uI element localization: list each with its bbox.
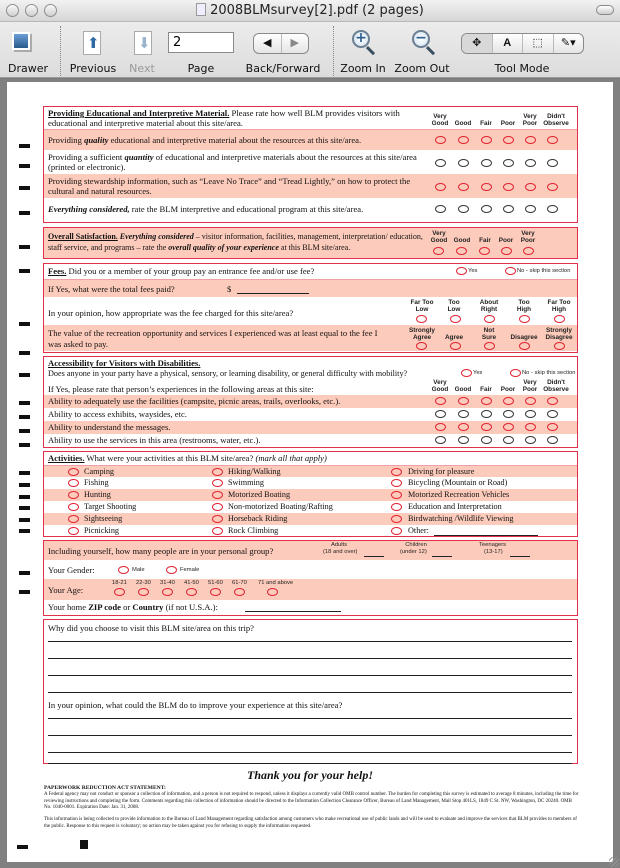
radio-fair[interactable]	[479, 247, 490, 255]
radio-didnt-observe[interactable]	[547, 136, 558, 144]
registration-mark	[19, 373, 30, 377]
radio-very-good[interactable]	[435, 410, 446, 418]
page-number-input[interactable]: 2	[168, 32, 234, 53]
checkbox-target-shooting[interactable]	[68, 503, 79, 511]
radio-poor[interactable]	[503, 183, 514, 191]
rating-row: Providing stewardship information, such as “Leave No Trace” and “Tread Lightly,” on how to protect the cultural and natural resources.	[44, 174, 577, 198]
rating-row: Ability to understand the messages.	[44, 421, 577, 434]
radio-very-good[interactable]	[435, 436, 446, 444]
checkbox-sightseeing[interactable]	[68, 515, 79, 523]
radio-very-good[interactable]	[435, 159, 446, 167]
radio-very-poor[interactable]	[525, 410, 536, 418]
pdf-document-icon	[196, 3, 206, 16]
move-tool-icon[interactable]: ✥	[462, 34, 492, 53]
window-title: 2008BLMsurvey[2].pdf (2 pages)	[0, 3, 620, 18]
radio-too-low[interactable]	[450, 315, 461, 323]
zoom-out-button[interactable]: − Zoom Out	[394, 30, 450, 75]
drawer-icon	[12, 32, 30, 50]
registration-mark	[80, 840, 88, 849]
radio-poor[interactable]	[503, 436, 514, 444]
radio-good[interactable]	[458, 436, 469, 444]
radio-fair[interactable]	[481, 423, 492, 431]
radio-didnt-observe[interactable]	[547, 436, 558, 444]
radio-strongly-disagree[interactable]	[554, 342, 565, 350]
visit-reason-line-2[interactable]	[48, 658, 572, 659]
registration-mark	[19, 186, 30, 190]
radio-very-good[interactable]	[433, 247, 444, 255]
radio-didnt-observe[interactable]	[547, 397, 558, 405]
registration-mark	[19, 495, 30, 499]
checkbox-bicycling[interactable]	[391, 479, 402, 487]
radio-poor[interactable]	[503, 136, 514, 144]
toolbar-separator	[60, 26, 61, 76]
rating-row: Providing quality educational and interpretive material about the resources at this site/area.	[44, 129, 577, 150]
checkbox-motorized-boating[interactable]	[212, 491, 223, 499]
section-accessibility	[43, 356, 578, 448]
zip-row: Your home ZIP code or Country (if not U.S.A.):	[44, 600, 577, 615]
radio-disagree[interactable]	[519, 342, 530, 350]
pra-title: PAPERWORK REDUCTION ACT STATEMENT:	[44, 785, 166, 791]
radio-good[interactable]	[458, 205, 469, 213]
registration-mark	[19, 164, 30, 168]
radio-strongly-agree[interactable]	[416, 342, 427, 350]
checkbox-hunting[interactable]	[68, 491, 79, 499]
radio-age-71-above[interactable]	[267, 588, 278, 596]
radio-far-too-low[interactable]	[416, 315, 427, 323]
radio-fair[interactable]	[481, 183, 492, 191]
radio-poor[interactable]	[501, 247, 512, 255]
pra-text: A Federal agency may not conduct or sponsor a collection of information, and a person is not required to respond, unless it displays a currently valid OMB control number. The burden for completing this survey is estimated to average 8 minutes, including the time for reviewing instructions and completing the form. Comments regarding this collection of information should be directed to the Information Collection Clearance Officer, Bureau of Land Management, Mail Stop 401LS, 1849 C St. NW, Washington, DC 20240. OMB No. 1040-0001. Expiration Date: Jan. 31, 2008.	[44, 792, 579, 811]
pdf-page	[7, 82, 613, 862]
radio-fair[interactable]	[481, 159, 492, 167]
back-forward-segmented	[253, 33, 309, 54]
radio-female[interactable]	[166, 566, 177, 574]
section-open-ended: Why did you choose to visit this BLM site/area on this trip? In your opinion, what could the BLM do to improve your experience at this site/area?	[43, 619, 578, 764]
other-activity-input[interactable]	[434, 535, 538, 536]
rating-row: Ability to use the services in this area (restrooms, water, etc.).	[44, 434, 577, 446]
section-demographics	[43, 540, 578, 616]
improvement-line-4[interactable]	[48, 763, 572, 764]
registration-mark	[19, 506, 30, 510]
checkbox-rock-climbing[interactable]	[212, 527, 223, 535]
radio-very-poor[interactable]	[525, 136, 536, 144]
radio-about-right[interactable]	[484, 315, 495, 323]
registration-mark	[19, 518, 30, 522]
select-tool-icon[interactable]: ⬚	[522, 34, 553, 53]
zip-code-input[interactable]	[245, 611, 341, 612]
radio-didnt-observe[interactable]	[547, 423, 558, 431]
rating-row: Providing a sufficient quantity of educational and interpretive materials about the resources at this site/area (printed or electronic).	[44, 150, 577, 174]
fees-total-row: If Yes, what were the total fees paid? $	[44, 279, 577, 297]
checkbox-camping[interactable]	[68, 468, 79, 476]
radio-fair[interactable]	[481, 410, 492, 418]
radio-poor[interactable]	[503, 410, 514, 418]
visit-reason-line-3[interactable]	[48, 675, 572, 676]
checkbox-fishing[interactable]	[68, 479, 79, 487]
radio-age-22-30[interactable]	[138, 588, 149, 596]
radio-good[interactable]	[458, 183, 469, 191]
checkbox-hiking[interactable]	[212, 468, 223, 476]
rating-row: Everything considered, rate the BLM interpretive and educational program at this site/area.	[44, 198, 577, 221]
section-header: Providing Educational and Interpretive Material. Please rate how well BLM provides visitors with educational and interpretive material about this site/area. Very Good Good Fair Poor Very Poor Didn't Observe	[44, 107, 577, 129]
radio-fees-yes[interactable]	[456, 267, 467, 275]
registration-mark	[19, 483, 30, 487]
visit-reason-line-1[interactable]	[48, 641, 572, 642]
toolbar-separator	[333, 26, 334, 76]
registration-mark	[19, 269, 30, 273]
radio-access-no[interactable]	[510, 369, 521, 377]
next-arrow-icon: ⬇	[134, 31, 152, 55]
thank-you-message: Thank you for your help!	[246, 768, 374, 782]
registration-mark	[19, 401, 30, 405]
radio-access-yes[interactable]	[461, 369, 472, 377]
activities-header: Activities. What were your activities at this BLM site/area? (mark all that apply)	[44, 452, 577, 465]
fees-question-row: Fees. Did you or a member of your group pay an entrance fee and/or use fee? Yes No - skip this section	[44, 264, 577, 279]
radio-very-good[interactable]	[435, 423, 446, 431]
radio-fair[interactable]	[481, 136, 492, 144]
adults-count-input[interactable]	[364, 556, 384, 557]
registration-mark	[19, 245, 30, 249]
radio-very-poor[interactable]	[525, 205, 536, 213]
teens-count-input[interactable]	[510, 556, 530, 557]
gender-row: Your Gender: Male Female	[44, 560, 577, 579]
registration-mark	[19, 211, 30, 215]
registration-mark	[17, 845, 28, 849]
zoom-out-icon: −	[412, 30, 430, 48]
section-educational	[43, 106, 578, 223]
toolbar	[0, 22, 620, 78]
radio-agree[interactable]	[450, 342, 461, 350]
radio-male[interactable]	[118, 566, 129, 574]
document-viewer[interactable]	[0, 79, 620, 868]
radio-didnt-observe[interactable]	[547, 410, 558, 418]
checkbox-horseback-riding[interactable]	[212, 515, 223, 523]
radio-fair[interactable]	[481, 205, 492, 213]
radio-good[interactable]	[458, 397, 469, 405]
registration-mark	[19, 322, 30, 326]
radio-very-good[interactable]	[435, 183, 446, 191]
registration-mark	[19, 144, 30, 148]
previous-arrow-icon: ⬆	[83, 31, 101, 55]
radio-very-poor[interactable]	[525, 436, 536, 444]
group-size-row: Including yourself, how many people are in your personal group? Adults (18 and over) Children (under 12) Teenagers (13-17)	[44, 541, 577, 560]
radio-very-poor[interactable]	[525, 159, 536, 167]
radio-very-poor[interactable]	[525, 397, 536, 405]
radio-age-51-60[interactable]	[210, 588, 221, 596]
back-button[interactable]: ◀	[263, 37, 272, 49]
improvement-line-2[interactable]	[48, 735, 572, 736]
radio-good[interactable]	[458, 136, 469, 144]
radio-not-sure[interactable]	[484, 342, 495, 350]
zoom-in-icon: +	[352, 30, 370, 48]
accessibility-header: Accessibility for Visitors with Disabilities. Does anyone in your party have a physical, sensory, or learning disability, or general difficulty with mobility? Yes No - skip this section If Yes, please rate that person’s experiences in the following areas at this site: Very Good Good Fair Poor Very Poor Didn't Observe	[44, 357, 577, 395]
radio-very-poor[interactable]	[525, 423, 536, 431]
radio-good[interactable]	[456, 247, 467, 255]
registration-mark	[19, 590, 30, 594]
registration-mark	[19, 415, 30, 419]
radio-fair[interactable]	[481, 436, 492, 444]
radio-poor[interactable]	[503, 397, 514, 405]
radio-very-good[interactable]	[435, 205, 446, 213]
radio-age-41-50[interactable]	[186, 588, 197, 596]
radio-good[interactable]	[458, 410, 469, 418]
rating-row: Ability to adequately use the facilities (campsite, picnic areas, trails, overlooks, etc.).	[44, 395, 577, 408]
checkbox-picnicking[interactable]	[68, 527, 79, 535]
checkbox-driving[interactable]	[391, 468, 402, 476]
info-text: This information is being collected to provide information to the Bureau of Land Management regarding satisfaction among customers who make recreational use of public lands and will be used to evaluate and improve the services that BLM provides to members of the public. Response to this request is voluntary; no action may be taken against you for refusing to supply the information requested.	[44, 817, 577, 829]
drawer-button[interactable]: Drawer	[0, 22, 56, 78]
fees-value-row: The value of the recreation opportunity and services I experienced was at least equal to the fee I was asked to pay. Strongly Agree Agree Not Sure Disagree Strongly Disagree	[44, 325, 577, 351]
radio-very-good[interactable]	[435, 397, 446, 405]
radio-fair[interactable]	[481, 397, 492, 405]
page-control: Page	[187, 62, 215, 75]
window-titlebar	[0, 0, 620, 22]
checkbox-education[interactable]	[391, 503, 402, 511]
tool-mode-segmented	[461, 33, 584, 54]
registration-mark	[19, 571, 30, 575]
radio-age-18-21[interactable]	[114, 588, 125, 596]
forward-button[interactable]: ▶	[281, 34, 309, 53]
checkbox-non-motorized-boating[interactable]	[212, 503, 223, 511]
section-overall-satisfaction: Overall Satisfaction. Everything considered – visitor information, facilities, management, interpretation/ education, staff service, and programs – rate the overall quality of your experience at this BLM site/area. Very Good Good Fair Poor Very Poor	[43, 227, 578, 259]
improvement-line-1[interactable]	[48, 718, 572, 719]
radio-good[interactable]	[458, 423, 469, 431]
activity-row: Fishing Swimming Bicycling (Mountain or Road)	[44, 477, 577, 489]
radio-fees-no[interactable]	[505, 267, 516, 275]
rating-row: Ability to access exhibits, waysides, etc.	[44, 408, 577, 421]
annotate-tool-icon[interactable]: ✎▾	[553, 34, 584, 53]
checkbox-swimming[interactable]	[212, 479, 223, 487]
checkbox-other[interactable]	[391, 527, 402, 535]
radio-very-poor[interactable]	[523, 247, 534, 255]
radio-good[interactable]	[458, 159, 469, 167]
radio-didnt-observe[interactable]	[547, 205, 558, 213]
registration-mark	[19, 429, 30, 433]
radio-didnt-observe[interactable]	[547, 159, 558, 167]
fees-appropriate-row: In your opinion, how appropriate was the fee charged for this site/area? Far Too Low Too Low About Right Too High Far Too High	[44, 297, 577, 325]
radio-poor[interactable]	[503, 423, 514, 431]
fees-total-input[interactable]	[237, 293, 309, 294]
toolbar-toggle-button[interactable]	[596, 5, 614, 15]
radio-poor[interactable]	[503, 205, 514, 213]
activity-row: Target Shooting Non-motorized Boating/Rafting Education and Interpretation	[44, 501, 577, 513]
radio-far-too-high[interactable]	[554, 315, 565, 323]
section-fees	[43, 263, 578, 353]
radio-very-good[interactable]	[435, 136, 446, 144]
radio-age-31-40[interactable]	[162, 588, 173, 596]
radio-age-61-70[interactable]	[234, 588, 245, 596]
radio-poor[interactable]	[503, 159, 514, 167]
next-page-button[interactable]: ⬇ Next	[124, 22, 160, 78]
tool-mode-control: Tool Mode	[494, 62, 550, 75]
registration-mark	[19, 351, 30, 355]
activity-row: Sightseeing Horseback Riding Birdwatching /Wildlife Viewing	[44, 513, 577, 525]
children-count-input[interactable]	[432, 556, 452, 557]
text-tool-icon[interactable]: A	[492, 34, 523, 53]
activity-row: Hunting Motorized Boating Motorized Recreation Vehicles	[44, 489, 577, 501]
registration-mark	[19, 443, 30, 447]
registration-mark	[19, 471, 30, 475]
window-resize-handle[interactable]	[609, 857, 619, 867]
registration-mark	[19, 529, 30, 533]
visit-reason-line-4[interactable]	[48, 692, 572, 693]
activity-row: Camping Hiking/Walking Driving for pleasure	[44, 465, 577, 477]
radio-very-poor[interactable]	[525, 183, 536, 191]
age-row: Your Age: 18-21 22-30 31-40 41-50 51-60 61-70 71 and above	[44, 579, 577, 600]
improvement-line-3[interactable]	[48, 752, 572, 753]
section-activities	[43, 451, 578, 537]
radio-too-high[interactable]	[519, 315, 530, 323]
zoom-in-button[interactable]: + Zoom In	[340, 30, 386, 75]
back-forward-control: Back/Forward	[245, 62, 321, 75]
previous-page-button[interactable]: ⬆ Previous	[66, 22, 120, 78]
activity-row: Picnicking Rock Climbing Other:	[44, 525, 577, 536]
radio-didnt-observe[interactable]	[547, 183, 558, 191]
checkbox-birdwatching[interactable]	[391, 515, 402, 523]
checkbox-motorized-vehicles[interactable]	[391, 491, 402, 499]
